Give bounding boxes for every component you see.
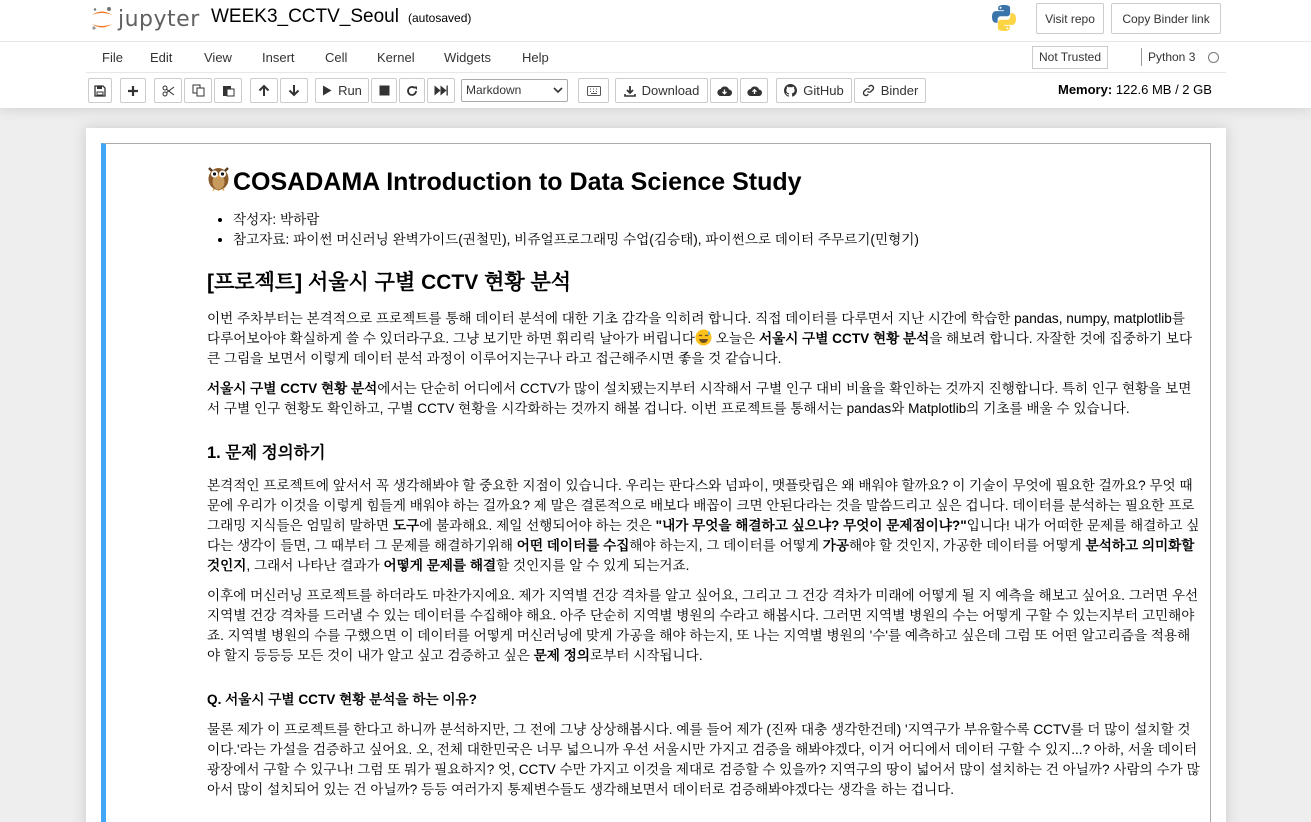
restart-button[interactable] (399, 78, 425, 103)
menu-kernel[interactable]: Kernel (377, 50, 415, 65)
arrow-down-icon (288, 84, 300, 97)
ml-text-a: 이후에 머신러닝 프로젝트를 하더라도 마찬가지에요. 제가 지역별 건강 격차를 알고 싶어요, 그리고 그 건강 격차가 미래에 어떻게 될 지 예측을 해보고 싶어요. 그러면 우선 지역별 건강 격차를 드러낼 수 있는 데이터를 수집해야 해요. 아주 단순히 지역별 병원의 수라고 해봅시다. 그러면 지역별 병원의 수는 어떻게 구할 수 있는지부터 고민해야죠. 지역별 병원의 수를 구했으면 이 데이터를 어떻게 머신러닝에 맞게 가공을 해야 하는지, 또 나는 지역별 병원의 '수'를 예측하고 싶은데 그럼 또 어떤 알고리즘을 적용해야 할지 등등등 모든 것이 내가 알고 싶고 검증하고 싶은 (207, 588, 1199, 663)
kernel-divider (1141, 48, 1142, 66)
kernel-idle-icon (1208, 52, 1219, 63)
owl-emoji-icon (206, 163, 231, 201)
save-button[interactable] (88, 78, 112, 103)
download-cloud-button[interactable] (710, 78, 738, 103)
arrow-up-icon (258, 84, 270, 97)
section-heading-problem: 1. 문제 정의하기 (207, 444, 326, 462)
python-logo-icon (989, 3, 1019, 38)
github-icon (784, 84, 797, 97)
problem-bold-5: 분석하고 의미화할 것인지 (207, 538, 1195, 573)
command-palette-button[interactable] (578, 78, 609, 103)
github-label: GitHub (803, 83, 844, 98)
memory-value: 122.6 MB / 2 GB (1115, 82, 1212, 97)
memory-label: Memory: (1058, 82, 1113, 97)
keyboard-icon (587, 86, 601, 96)
problem-text-a: 본격적인 프로젝트에 앞서서 꼭 생각해봐야 할 중요한 지점이 있습니다. 우리는 판다스와 넘파이, 맷플랏립은 왜 배워야 할까요? 이 기술이 무엇에 필요한 걸까요? 무엇 때문에 우리가 이것을 이렇게 힘들게 배워야 하는 걸까요? 제 말은 결론적으로 배보다 배꼽이 크면 안된다라는 것을 말씀드리고 싶은 겁니다. 데이터를 분석하는 필요한 프로그래밍 지식들은 엄밀히 말하면 (207, 478, 1195, 533)
link-icon (862, 84, 875, 97)
menu-bar (86, 42, 1226, 73)
notebook-page (86, 128, 1226, 822)
ml-text-c: 로부터 시작됩니다. (589, 648, 703, 663)
cloud-upload-icon (747, 85, 762, 97)
jupyter-logo-icon (90, 6, 114, 32)
paste-icon (222, 84, 235, 97)
intro-text-c: 을 해보려 합니다. 자잘한 것에 집중하기 보다 큰 그림을 보면서 이렇게 데이터 분석 과정이 이루어지는구나 라고 접근해주시면 좋을 것 같습니다. (207, 331, 1193, 366)
problem-bold-2: "내가 무엇을 해결하고 싶으냐? 무엇이 문제점이냐?" (655, 518, 967, 533)
move-down-button[interactable] (280, 78, 308, 103)
copy-binder-link-button[interactable]: Copy Binder link (1111, 3, 1221, 34)
interrupt-button[interactable] (371, 78, 397, 103)
menu-view[interactable]: View (204, 50, 232, 65)
save-icon (94, 85, 106, 97)
markdown-cell[interactable] (101, 143, 1211, 822)
not-trusted-indicator[interactable]: Not Trusted (1032, 46, 1108, 69)
memory-usage (1058, 82, 1212, 97)
menu-edit[interactable]: Edit (150, 50, 173, 65)
binder-button[interactable] (854, 78, 926, 103)
problem-bold-3: 어떤 데이터를 수집 (516, 538, 630, 553)
play-icon (322, 85, 332, 96)
cell-type-select[interactable] (461, 79, 568, 102)
problem-text-c: 입니다! 내가 어떠한 문제를 해결하고 싶다는 생각이 들면, 그 때부터 그 문제를 해결하기위해 (207, 518, 1200, 553)
problem-text-e: 해야 할 것인지, 가공한 데이터를 어떻게 (849, 538, 1086, 553)
sweat-smile-emoji-icon (695, 329, 712, 346)
menu-help[interactable]: Help (522, 50, 549, 65)
top-bar (0, 0, 1311, 42)
insert-cell-button[interactable] (120, 78, 146, 103)
restart-icon (406, 85, 418, 97)
run-button[interactable] (315, 78, 369, 103)
menu-file[interactable]: File (102, 50, 123, 65)
jupyter-logo-text: jupyter (118, 6, 200, 32)
page-title (206, 164, 1200, 200)
download-icon (624, 85, 636, 97)
problem-text-d: 해야 하는지, 그 데이터를 어떻게 (629, 538, 823, 553)
binder-label: Binder (880, 83, 919, 98)
upload-cloud-button[interactable] (740, 78, 768, 103)
intro-bold: 서울시 구별 CCTV 현황 분석 (758, 331, 930, 346)
fast-forward-icon (434, 85, 448, 96)
visit-repo-button[interactable]: Visit repo (1036, 3, 1104, 34)
copy-icon (192, 84, 205, 97)
download-button[interactable] (615, 78, 708, 103)
chevron-down-icon (553, 85, 563, 95)
restart-run-all-button[interactable] (427, 78, 455, 103)
github-button[interactable] (776, 78, 852, 103)
meta-list (233, 210, 1200, 250)
notebook-header (0, 0, 1311, 108)
problem-text-b: 에 불과해요. 제일 선행되어야 하는 것은 (419, 518, 656, 533)
ml-paragraph (207, 586, 1200, 666)
move-up-button[interactable] (250, 78, 278, 103)
title-text: COSADAMA Introduction to Data Science Study (233, 168, 802, 196)
toolbar (86, 73, 1226, 108)
question-heading: Q. 서울시 구별 CCTV 현황 분석을 하는 이유? (207, 692, 477, 707)
scope-bold: 서울시 구별 CCTV 현황 분석 (207, 381, 378, 396)
menu-insert[interactable]: Insert (262, 50, 295, 65)
intro-text-a: 이번 주차부터는 본격적으로 프로젝트를 통해 데이터 분석에 대한 기초 감각을 익히려 합니다. 직접 데이터를 다루면서 지난 시간에 학습한 pandas, numpy, matplotlib를 다루어보아야 확실하게 쓸 수 있더라구요. 그냥 보기만 하면 휘리릭 날아가 버립니다 (207, 311, 1185, 346)
menu-widgets[interactable]: Widgets (444, 50, 491, 65)
reason-paragraph: 물론 제가 이 프로젝트를 한다고 하니까 분석하지만, 그 전에 그냥 상상해봅시다. 예를 들어 제가 (진짜 대충 생각한건데) '지역구가 부유할수록 CCTV를 더 많이 설치할 것이다.'라는 가설을 검증하고 싶어요. 오, 전체 대한민국은 너무 넓으니까 우선 서울시만 가지고 검증을 해봐야겠다, 이거 어디에서 데이터 구할 수 있지...? 아하, 서울 데이터 광장에서 구할 수 있구나! 그럼 또 뭐가 필요하지? 엇, CCTV 수만 가지고 이것을 제대로 검증할 수 있을까? 지역구의 땅이 넓어서 많이 설치하는 건 아닐까? 사람의 수가 많아서 많이 설치되어 있는 건 아닐까? 등등 여러가지 통제변수들도 생각해보면서 데이터로 검증해봐야겠다는 생각을 하는 겁니다. (207, 722, 1200, 797)
problem-text-f: , 그래서 나타난 결과가 (246, 558, 384, 573)
problem-bold-1: 도구 (392, 518, 420, 533)
intro-text-b: 오늘은 (712, 331, 759, 346)
stop-icon (379, 85, 390, 96)
autosave-status: (autosaved) (408, 11, 472, 25)
scissors-icon (162, 85, 175, 97)
list-item: • 작성자: 박하람 (233, 210, 1200, 230)
menu-cell[interactable]: Cell (325, 50, 348, 65)
notebook-name[interactable]: WEEK3_CCTV_Seoul (211, 6, 399, 27)
rendered-markdown (207, 164, 1200, 800)
intro-paragraph (207, 309, 1200, 369)
cut-button[interactable] (154, 78, 182, 103)
scope-paragraph (207, 379, 1200, 419)
problem-paragraph (207, 476, 1200, 576)
problem-bold-6: 어떻게 문제를 해결 (383, 558, 497, 573)
problem-text-g: 할 것인지를 알 수 있게 되는거죠. (496, 558, 690, 573)
kernel-name: Python 3 (1148, 50, 1196, 64)
jupyter-logo[interactable] (90, 4, 200, 34)
paste-button[interactable] (214, 78, 242, 103)
ml-bold: 문제 정의 (533, 648, 590, 663)
copy-button[interactable] (184, 78, 212, 103)
list-item: • 참고자료: 파이썬 머신러닝 완벽가이드(권철민), 비쥬얼프로그래밍 수업(김승태), 파이썬으로 데이터 주무르기(민형기) (233, 230, 1200, 250)
scope-text: 에서는 단순히 어디에서 CCTV가 많이 설치됐는지부터 시작해서 구별 인구 대비 비율을 확인하는 것까지 진행합니다. 특히 인구 현황을 보면서 구별 인구 현황도 확인하고, 구별 CCTV 현황을 시각화하는 것까지 해볼 겁니다. 이번 프로젝트를 통해서는 pandas와 Matplotlib의 기초를 배울 수 있습니다. (207, 381, 1192, 416)
run-label: Run (338, 83, 362, 98)
cloud-download-icon (717, 85, 732, 97)
project-heading: [프로젝트] 서울시 구별 CCTV 현황 분석 (207, 271, 572, 294)
problem-bold-4: 가공 (822, 538, 850, 553)
cell-type-value: Markdown (466, 83, 522, 97)
plus-icon (127, 85, 139, 97)
download-label: Download (641, 83, 700, 98)
